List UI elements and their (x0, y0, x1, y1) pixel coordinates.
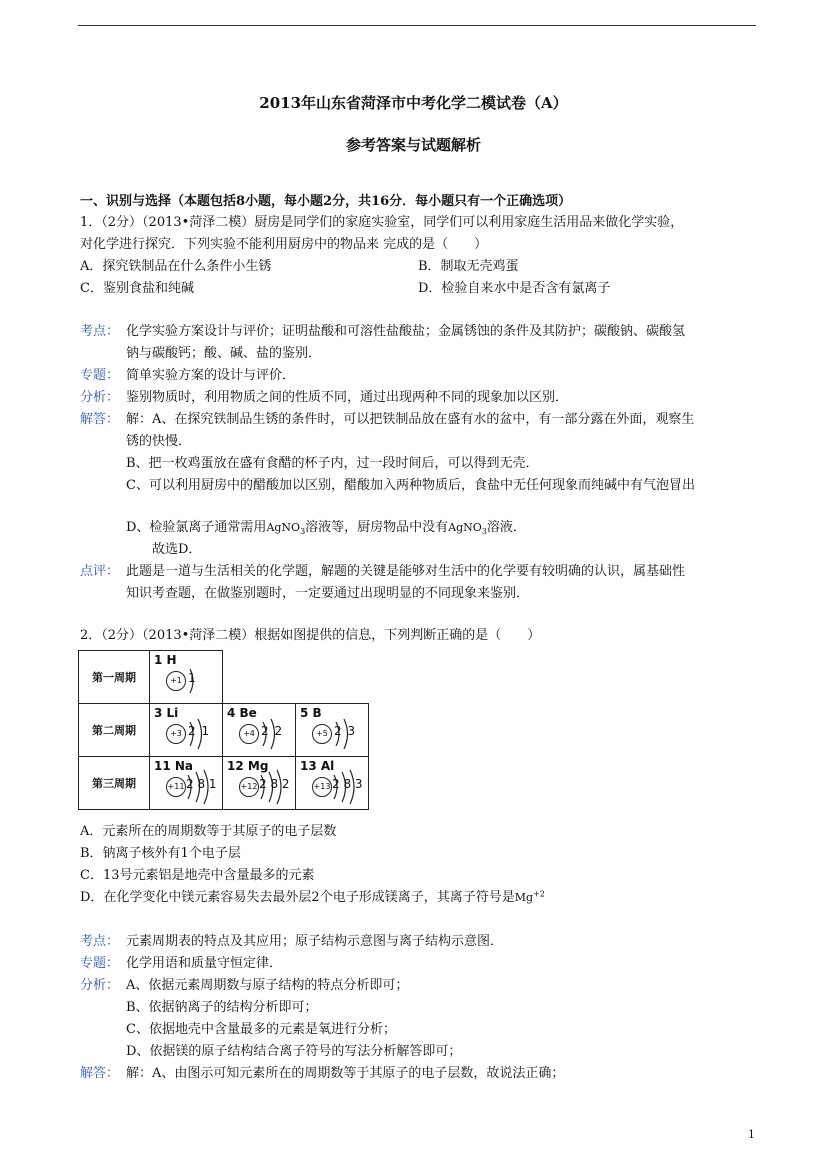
element-b-shells: 2 3 (334, 724, 357, 738)
q1-dianping-line1: 此题是一道与生活相关的化学题，解题的关键是能够对生活中的化学要有较明确的认识，属基础性 (126, 564, 686, 579)
q2-fenxi-line1: A、依据元素周期数与原子结构的特点分析即可； (126, 978, 409, 993)
element-b-label: 5 B (300, 706, 322, 720)
element-na-nucleus: +11 (166, 777, 186, 797)
element-mg-label: 12 Mg (227, 759, 269, 773)
element-mg-nucleus: +12 (239, 777, 259, 797)
element-na-label: 11 Na (154, 759, 194, 773)
q1-zhuanti-label: 专题： (80, 368, 120, 383)
q1-stem-line1: 1．（2分）（2013•菏泽二模）厨房是同学们的家庭实验室，同学们可以利用家庭生活用品来做化学实验， (80, 215, 684, 230)
element-cell-na (150, 757, 223, 810)
element-mg-shells: 2 8 2 (259, 777, 290, 791)
q2-option-b: B．钠离子核外有1个电子层 (80, 846, 241, 861)
q1-kaodian-label: 考点： (80, 324, 120, 339)
element-cell-be (223, 704, 296, 757)
agno3-text-2: AgNO (448, 521, 482, 534)
element-cell-li (150, 704, 223, 757)
q2-fenxi-line3: C、依据地壳中含量最多的元素是氧进行分析； (126, 1022, 396, 1037)
period-label-1: 第一周期 (79, 651, 150, 704)
q1-jieda-line4: C、可以利用厨房中的醋酸加以区别，醋酸加入两种物质后，食盐中无任何现象而纯碱中有气泡冒出 (126, 478, 695, 493)
q2-jieda-label: 解答： (80, 1066, 120, 1081)
agno3-formula-2 (448, 521, 487, 537)
element-be-shells: 2 2 (261, 724, 284, 738)
element-cell-mg (223, 757, 296, 810)
element-be-nucleus: +4 (239, 724, 259, 744)
q2-option-d (80, 886, 545, 905)
agno3-text-1: AgNO (266, 521, 301, 534)
element-na-shells: 2 8 1 (186, 777, 217, 791)
element-h-label: 1 H (154, 653, 177, 667)
q1-option-d: D．检验自来水中是否含有氯离子 (418, 281, 611, 296)
element-cell-b (296, 704, 369, 757)
q2-stem: 2．（2分）（2013•菏泽二模）根据如图提供的信息，下列判断正确的是（ ） (80, 628, 541, 643)
q1-fenxi-label: 分析： (80, 390, 120, 405)
q2-fenxi-line2: B、依据钠离子的结构分析即可； (126, 1000, 318, 1015)
q1-dianping-label: 点评： (80, 564, 120, 579)
periodic-table-figure (78, 650, 369, 810)
mg-ion-symbol (515, 891, 545, 904)
q1-jieda-line1: 解：A、在探究铁制品生锈的条件时，可以把铁制品放在盛有水的盆中，有一部分露在外面，观察生 (126, 412, 695, 427)
element-al-label: 13 Al (300, 759, 335, 773)
q1-jieda-line5-part2: 溶液等，厨房物品中没有 (305, 520, 449, 535)
q2-option-c: C．13号元素铝是地壳中含量最多的元素 (80, 868, 315, 883)
q2-option-a: A．元素所在的周期数等于其原子的电子层数 (80, 824, 337, 839)
q1-kaodian-line1: 化学实验方案设计与评价；证明盐酸和可溶性盐酸盐；金属锈蚀的条件及其防护；碳酸钠、碳酸氢 (126, 324, 686, 339)
element-h-shells: 1 (188, 671, 197, 685)
page-number: 1 (748, 1128, 755, 1141)
element-al-shells: 2 8 3 (332, 777, 363, 791)
element-cell-al (296, 757, 369, 810)
mg-ion-charge: +2 (533, 889, 545, 899)
q1-fenxi-text: 鉴别物质时，利用物质之间的性质不同，通过出现两种不同的现象加以区别． (126, 390, 569, 405)
q1-jieda-line5-part3: 溶液． (486, 520, 526, 535)
q2-fenxi-label: 分析： (80, 978, 120, 993)
q1-jieda-label: 解答： (80, 412, 120, 427)
page-title: 2013年山东省菏泽市中考化学二模试卷（A） (259, 94, 568, 112)
mg-ion-text: Mg (514, 891, 534, 904)
header-rule (78, 25, 756, 26)
q1-jieda-line5-part1: D、检验氯离子通常需用 (126, 520, 267, 535)
q1-stem-line2: 对化学进行探究．下列实验不能利用厨房中的物品来 完成的是（ ） (80, 237, 488, 252)
q1-zhuanti-text: 简单实验方案的设计与评价． (126, 368, 296, 383)
element-li-shells: 2 1 (188, 724, 211, 738)
element-b-nucleus: +5 (312, 724, 332, 744)
q1-kaodian-line2: 钠与碳酸钙；酸、碱、盐的鉴别． (126, 346, 322, 361)
q1-option-c: C．鉴别食盐和纯碱 (80, 281, 194, 296)
period-label-3: 第三周期 (79, 757, 150, 810)
period-label-2: 第二周期 (79, 704, 150, 757)
element-h-nucleus: +1 (166, 671, 186, 691)
q2-kaodian-text: 元素周期表的特点及其应用；原子结构示意图与离子结构示意图． (126, 934, 504, 949)
q2-option-d-text: D．在化学变化中镁元素容易失去最外层2个电子形成镁离子，其离子符号是 (80, 890, 515, 905)
q1-jieda-line3: B、把一枚鸡蛋放在盛有食醋的杯子内，过一段时间后，可以得到无壳． (126, 456, 539, 471)
q1-option-a: A．探究铁制品在什么条件小生锈 (80, 259, 272, 274)
q1-option-b: B．制取无壳鸡蛋 (418, 259, 519, 274)
q2-zhuanti-label: 专题： (80, 956, 120, 971)
q2-fenxi-line4: D、依据镁的原子结构结合离子符号的写法分析解答即可； (126, 1044, 462, 1059)
element-li-label: 3 Li (154, 706, 179, 720)
element-li-nucleus: +3 (166, 724, 186, 744)
element-be-label: 4 Be (227, 706, 257, 720)
agno3-formula-1 (266, 521, 306, 537)
section-heading: 一、识别与选择（本题包括8小题，每小题2分，共16分．每小题只有一个正确选项） (80, 194, 572, 209)
q2-zhuanti-text: 化学用语和质量守恒定律． (126, 956, 283, 971)
q1-jieda-line2: 锈的快慢． (126, 434, 192, 449)
page-subtitle: 参考答案与试题解析 (345, 136, 481, 154)
agno3-subscript-2: 3 (481, 527, 487, 537)
agno3-subscript-1: 3 (300, 527, 306, 537)
element-al-nucleus: +13 (312, 777, 332, 797)
q1-jieda-line6: 故选D． (152, 542, 202, 557)
q1-jieda-line5 (126, 516, 526, 536)
q1-dianping-line2: 知识考查题，在做鉴别题时，一定要通过出现明显的不同现象来鉴别． (126, 586, 530, 601)
q2-jieda-line1: 解：A、由图示可知元素所在的周期数等于其原子的电子层数，故说法正确； (126, 1066, 565, 1081)
element-cell-h (150, 651, 223, 704)
q2-kaodian-label: 考点： (80, 934, 120, 949)
